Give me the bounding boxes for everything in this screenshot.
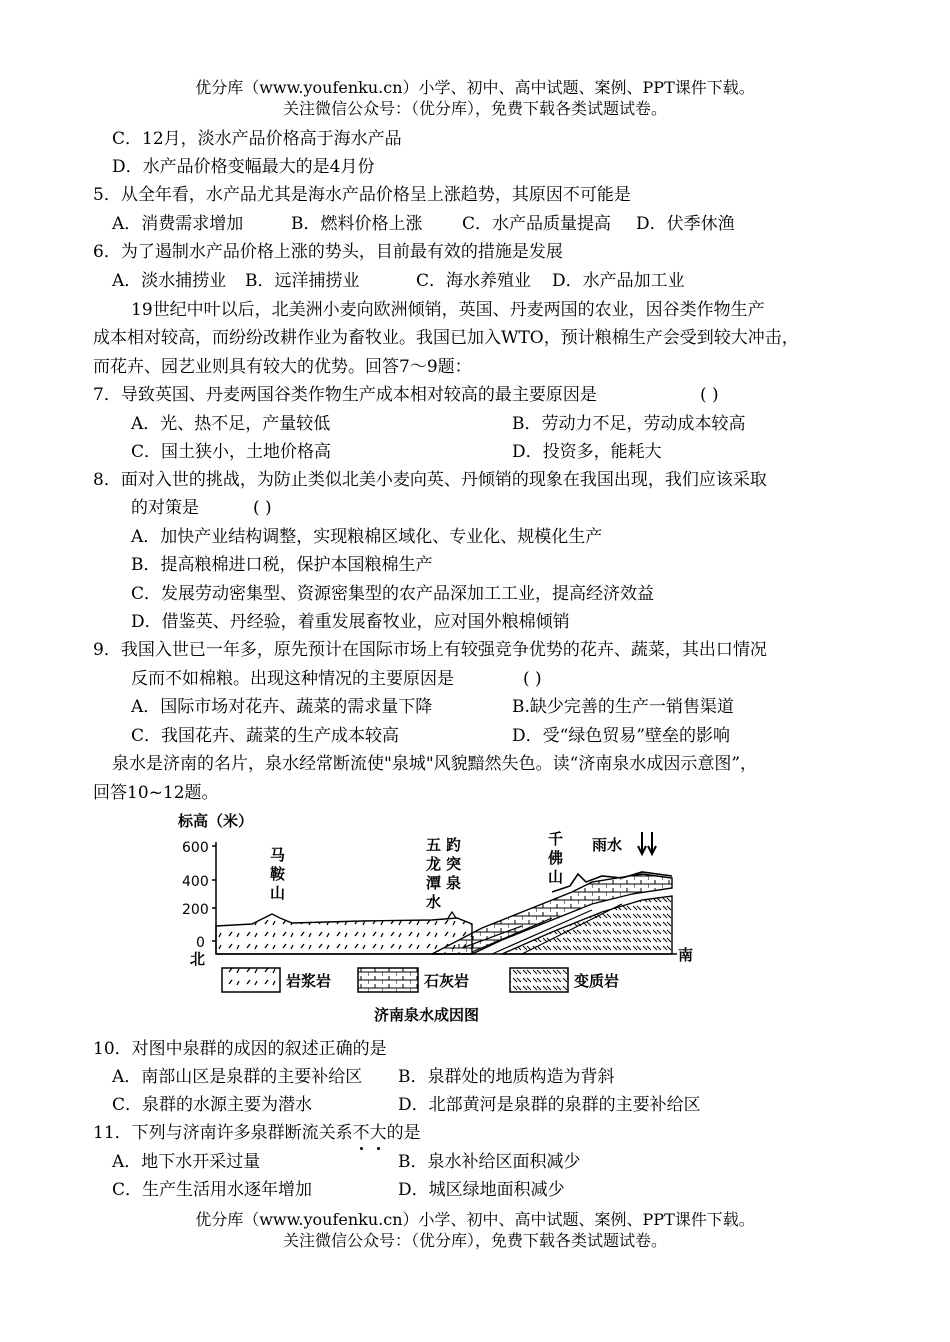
y-tick-200: 200: [182, 902, 209, 918]
q5-option-a: A．消费需求增加: [112, 214, 244, 234]
q8-option-d: D．借鉴英、丹经验，着重发展畜牧业，应对国外粮棉倾销: [131, 612, 570, 632]
page-header-line2: 关注微信公众号：（优分库），免费下载各类试题试卷。: [282, 99, 667, 118]
q9-stem-line1: 9．我国入世已一年多，原先预计在国际市场上有较强竞争优势的花卉、蔬菜，其出口情况: [93, 640, 767, 660]
q6-option-a: A．淡水捕捞业: [112, 271, 227, 291]
q6-option-b: B．远洋捕捞业: [245, 271, 360, 291]
passage1-line1: 19世纪中叶以后，北美洲小麦向欧洲倾销，英国、丹麦两国的农业，因谷类作物生产: [131, 300, 765, 320]
q7-answer-blank: ( ): [700, 385, 719, 405]
q9-option-a: A．国际市场对花卉、蔬菜的需求量下降: [131, 697, 433, 717]
legend-limestone-label: 石灰岩: [424, 972, 470, 990]
q6-stem: 6．为了遏制水产品价格上涨的势头，目前最有效的措施是发展: [93, 242, 563, 262]
label-qianfoshan-3: 山: [548, 868, 564, 886]
q5-option-d: D．伏季休渔: [636, 214, 735, 234]
q7-stem: 7．导致英国、丹麦两国谷类作物生产成本相对较高的最主要原因是: [93, 385, 597, 405]
passage1-line3: 而花卉、园艺业则具有较大的优势。回答7～9题：: [93, 357, 472, 377]
label-baotuquan-2: 突: [446, 855, 462, 873]
q6-option-d: D．水产品加工业: [552, 271, 685, 291]
q4-option-c: C．12月，淡水产品价格高于海水产品: [112, 129, 402, 149]
q9-option-d: D．受“绿色贸易”壁垒的影响: [512, 726, 731, 746]
label-rain: 雨水: [592, 836, 623, 854]
q11-stem-emphasis-2: 大: [369, 1123, 387, 1143]
q10-option-a: A．南部山区是泉群的主要补给区: [112, 1067, 363, 1087]
label-qianfoshan-1: 千: [548, 830, 564, 848]
page-header-line1: 优分库（www.youfenku.cn）小学、初中、高中试题、案例、PPT课件下载。: [195, 78, 755, 97]
q9-answer-blank: ( ): [523, 669, 542, 689]
q9-option-c: C．我国花卉、蔬菜的生产成本较高: [131, 726, 400, 746]
q7-option-d: D．投资多，能耗大: [512, 442, 662, 462]
south-label: 南: [678, 946, 694, 964]
label-maanshan-2: 鞍: [270, 865, 286, 883]
q11-option-a: A．地下水开采过量: [112, 1152, 261, 1172]
q11-option-b: B．泉水补给区面积减少: [398, 1152, 581, 1172]
label-baotuquan-1: 趵: [446, 836, 462, 854]
passage2-line1: 泉水是济南的名片，泉水经常断流使"泉城"风貌黯然失色。读“济南泉水成因示意图”，: [112, 754, 758, 774]
jinan-spring-diagram: [172, 808, 702, 1030]
q7-option-b: B．劳动力不足，劳动成本较高: [512, 414, 746, 434]
legend-magma-label: 岩浆岩: [286, 972, 332, 990]
q5-stem: 5．从全年看，水产品尤其是海水产品价格呈上涨趋势，其原因不可能是: [93, 185, 631, 205]
label-quanshui-tail: 水: [426, 893, 442, 911]
q11-stem: [93, 1122, 421, 1144]
y-tick-400: 400: [182, 874, 209, 890]
q7-option-a: A．光、热不足，产量较低: [131, 414, 331, 434]
label-wulongtan-2: 龙: [426, 855, 442, 873]
q10-option-b: B．泉群处的地质构造为背斜: [398, 1067, 615, 1087]
q8-answer-blank: ( ): [253, 498, 272, 518]
q10-stem: 10．对图中泉群的成因的叙述正确的是: [93, 1039, 387, 1059]
legend-limestone-swatch: [358, 968, 418, 992]
q6-option-c: C．海水养殖业: [416, 271, 532, 291]
q7-option-c: C．国土狭小，土地价格高: [131, 442, 332, 462]
figure-caption: 济南泉水成因图: [374, 1006, 480, 1024]
q5-option-c: C．水产品质量提高: [462, 214, 612, 234]
label-baotuquan-3: 泉: [446, 874, 462, 892]
q9-stem-line2: 反而不如棉粮。出现这种情况的主要原因是: [131, 669, 454, 689]
q8-stem-line2: 的对策是: [131, 498, 199, 518]
q5-option-b: B．燃料价格上涨: [291, 214, 423, 234]
rain-arrow-icon: [638, 832, 656, 854]
legend-magma-swatch: [222, 968, 280, 992]
q11-stem-pre: 11．下列与济南许多泉群断流关系: [93, 1123, 353, 1143]
q11-stem-post: 的是: [386, 1123, 421, 1143]
q10-option-d: D．北部黄河是泉群的泉群的主要补给区: [398, 1095, 701, 1115]
label-maanshan-3: 山: [270, 884, 286, 902]
magma-rock-region: [216, 914, 472, 954]
q8-option-b: B．提高粮棉进口税，保护本国粮棉生产: [131, 555, 433, 575]
q11-option-d: D．城区绿地面积减少: [398, 1180, 565, 1200]
q9-option-b: B.缺少完善的生产一销售渠道: [512, 697, 734, 717]
passage1-line2: 成本相对较高，而纷纷改耕作业为畜牧业。我国已加入WTO，预计粮棉生产会受到较大冲击，: [93, 328, 799, 348]
legend-metamorphic-swatch: [510, 968, 568, 992]
label-wulongtan-1: 五: [426, 836, 442, 854]
q11-option-c: C．生产生活用水逐年增加: [112, 1180, 313, 1200]
y-tick-0: 0: [196, 935, 205, 951]
q4-option-d: D．水产品价格变幅最大的是4月份: [112, 157, 375, 177]
q8-option-c: C．发展劳动密集型、资源密集型的农产品深加工工业，提高经济效益: [131, 584, 655, 604]
label-wulongtan-3: 潭: [426, 874, 442, 892]
label-maanshan-1: 马: [270, 846, 286, 864]
label-qianfoshan-2: 佛: [548, 849, 564, 867]
q8-option-a: A．加快产业结构调整，实现粮棉区域化、专业化、规模化生产: [131, 527, 603, 547]
passage2-line2: 回答10~12题。: [93, 783, 219, 803]
y-tick-600: 600: [182, 840, 209, 856]
q8-stem-line1: 8．面对入世的挑战，为防止类似北美小麦向英、丹倾销的现象在我国出现，我们应该采取: [93, 470, 767, 490]
q11-stem-emphasis-1: 不: [352, 1123, 370, 1143]
page-footer-line2: 关注微信公众号：（优分库），免费下载各类试题试卷。: [282, 1231, 667, 1250]
page-footer-line1: 优分库（www.youfenku.cn）小学、初中、高中试题、案例、PPT课件下载。: [195, 1210, 755, 1229]
legend-metamorphic-label: 变质岩: [574, 972, 620, 990]
q10-option-c: C．泉群的水源主要为潜水: [112, 1095, 313, 1115]
north-label: 北: [190, 950, 206, 968]
y-axis-label: 标高（米）: [178, 812, 254, 830]
spring-mark: [448, 912, 456, 918]
